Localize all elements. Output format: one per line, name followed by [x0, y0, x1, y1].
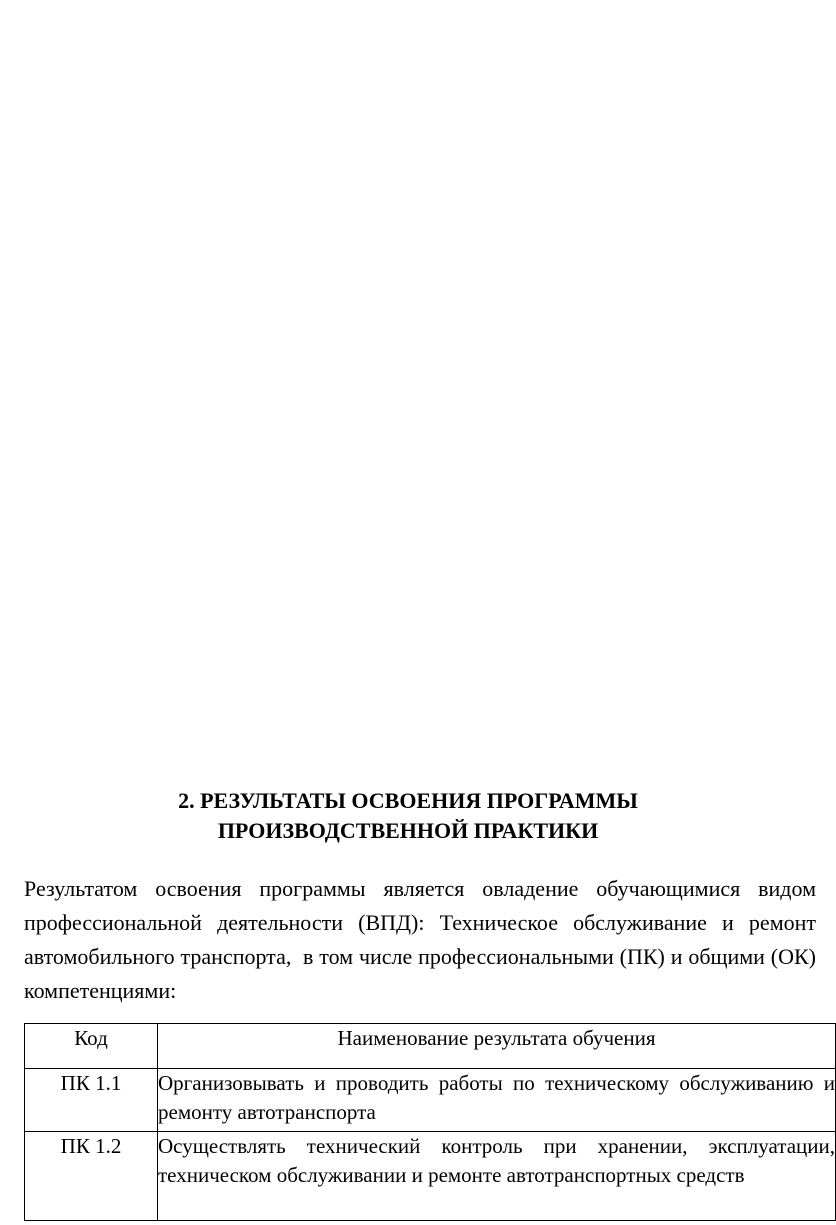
results-table: [24, 1023, 836, 1221]
intro-paragraph: Результатом освоения программы является овладение обучающимися видом профессиональной деятельности (ВПД): Техническое обслуживание и ремонт автомобильного транспорта, в том числе профессиональными (ПК) и общими (ОК) компетенциями:: [24, 876, 822, 1003]
row-code: ПК 1.2: [25, 1132, 158, 1221]
section-heading-line-1: 2. РЕЗУЛЬТАТЫ ОСВОЕНИЯ ПРОГРАММЫ: [178, 788, 638, 813]
header-name: Наименование результата обучения: [158, 1024, 836, 1069]
row-name: Осуществлять технический контроль при хранении, эксплуатации, техническом обслуживании и ремонте автотранспортных средств: [158, 1132, 836, 1221]
header-code: Код: [25, 1024, 158, 1069]
section-heading: [0, 786, 816, 846]
row-name: Организовывать и проводить работы по техническому обслуживанию и ремонту автотранспорта: [158, 1069, 836, 1132]
section-heading-line-2: ПРОИЗВОДСТВЕННОЙ ПРАКТИКИ: [217, 818, 599, 843]
row-code: ПК 1.1: [25, 1069, 158, 1132]
table-header-row: [25, 1024, 836, 1069]
table-row: [25, 1132, 836, 1221]
table-row: [25, 1069, 836, 1132]
